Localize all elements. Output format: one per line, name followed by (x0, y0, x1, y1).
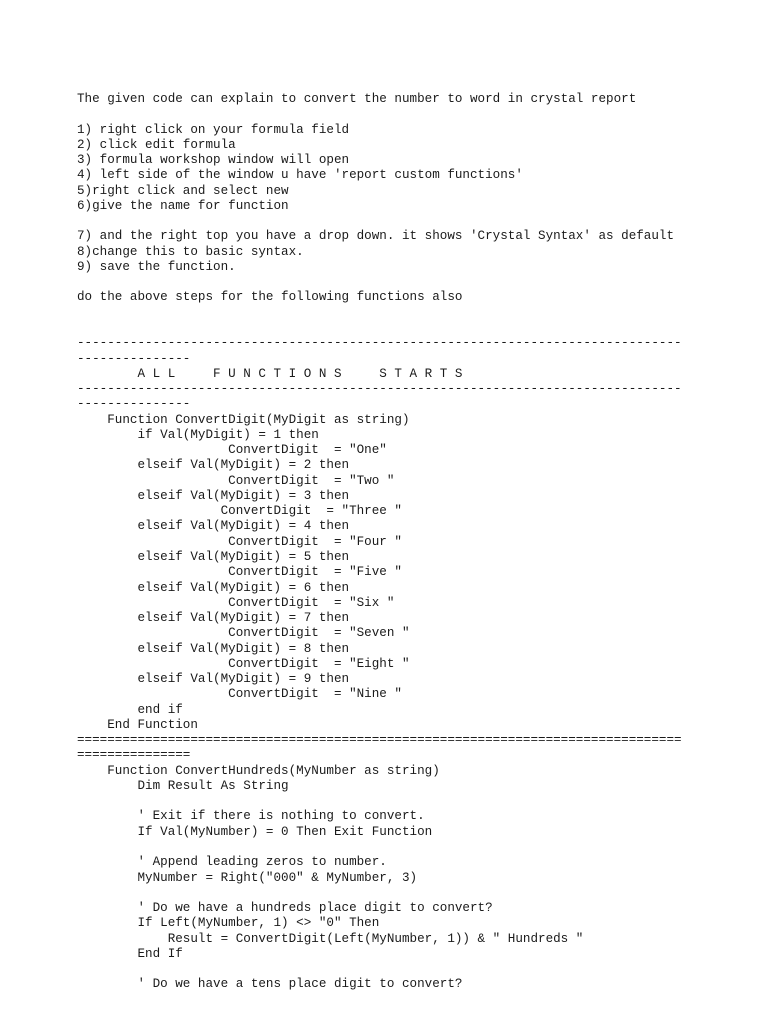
document-line (77, 962, 757, 977)
document-line: ConvertDigit = "Three " (77, 504, 402, 519)
document-line: ' Do we have a tens place digit to convert? (77, 977, 463, 992)
document-line: 6)give the name for function (77, 198, 289, 213)
document-line: elseif Val(MyDigit) = 2 then (77, 458, 350, 473)
document-line: --------------- (77, 351, 191, 366)
document-line: 1) right click on your formula field (77, 122, 350, 137)
document-line: --------------- (77, 397, 191, 412)
document-line: 8)change this to basic syntax. (77, 244, 304, 259)
document-line (77, 214, 757, 229)
document-line (77, 321, 757, 336)
document-line (77, 306, 757, 321)
document-line (77, 794, 757, 809)
document-line: end if (77, 702, 183, 717)
document-line: 5)right click and select new (77, 183, 289, 198)
document-line: Function ConvertHundreds(MyNumber as string) (77, 763, 440, 778)
document-line: ' Exit if there is nothing to convert. (77, 809, 425, 824)
document-line: ConvertDigit = "Nine " (77, 687, 402, 702)
document-line: ConvertDigit = "Seven " (77, 626, 410, 641)
document-line: If Val(MyNumber) = 0 Then Exit Function (77, 824, 433, 839)
document-line: do the above steps for the following functions also (77, 290, 463, 305)
document-line: 9) save the function. (77, 259, 236, 274)
document-line: elseif Val(MyDigit) = 5 then (77, 549, 350, 564)
document-line: elseif Val(MyDigit) = 8 then (77, 641, 350, 656)
document-line: ConvertDigit = "Eight " (77, 656, 410, 671)
document-line: =============== (77, 748, 191, 763)
document-line: ' Append leading zeros to number. (77, 855, 387, 870)
document-line: 3) formula workshop window will open (77, 153, 350, 168)
document-line: End If (77, 946, 183, 961)
document-line: The given code can explain to convert the number to word in crystal report (77, 92, 637, 106)
document-line: ' Do we have a hundreds place digit to convert? (77, 901, 493, 916)
document-line (77, 107, 757, 122)
document-line: Dim Result As String (77, 778, 289, 793)
document-line: MyNumber = Right("000" & MyNumber, 3) (77, 870, 418, 885)
document-line: elseif Val(MyDigit) = 4 then (77, 519, 350, 534)
document-line: ================================================================================ (77, 733, 682, 748)
document-line: Function ConvertDigit(MyDigit as string) (77, 412, 410, 427)
document-line: If Left(MyNumber, 1) <> "0" Then (77, 916, 380, 931)
document-line: End Function (77, 717, 198, 732)
document-line: Result = ConvertDigit(Left(MyNumber, 1)) & " Hundreds " (77, 931, 584, 946)
document-line (77, 275, 757, 290)
document-line: 2) click edit formula (77, 137, 236, 152)
document-line: ConvertDigit = "One" (77, 443, 387, 458)
document-line: elseif Val(MyDigit) = 9 then (77, 672, 350, 687)
document-line: elseif Val(MyDigit) = 3 then (77, 488, 350, 503)
document-line: ConvertDigit = "Six " (77, 595, 395, 610)
document-body (77, 92, 757, 993)
document-line: A L L F U N C T I O N S S T A R T S (77, 366, 463, 381)
document-line: ConvertDigit = "Five " (77, 565, 402, 580)
document-line: -------------------------------------------------------------------------------- (77, 336, 682, 351)
document-line: elseif Val(MyDigit) = 7 then (77, 611, 350, 626)
document-line: 4) left side of the window u have 'report custom functions' (77, 168, 523, 183)
document-line: if Val(MyDigit) = 1 then (77, 427, 319, 442)
document-line (77, 886, 757, 901)
document-line (77, 840, 757, 855)
document-line: elseif Val(MyDigit) = 6 then (77, 580, 350, 595)
document-line: 7) and the right top you have a drop down. it shows 'Crystal Syntax' as default (77, 229, 675, 244)
document-line: -------------------------------------------------------------------------------- (77, 382, 682, 397)
document-line: ConvertDigit = "Two " (77, 473, 395, 488)
document-line: ConvertDigit = "Four " (77, 534, 402, 549)
